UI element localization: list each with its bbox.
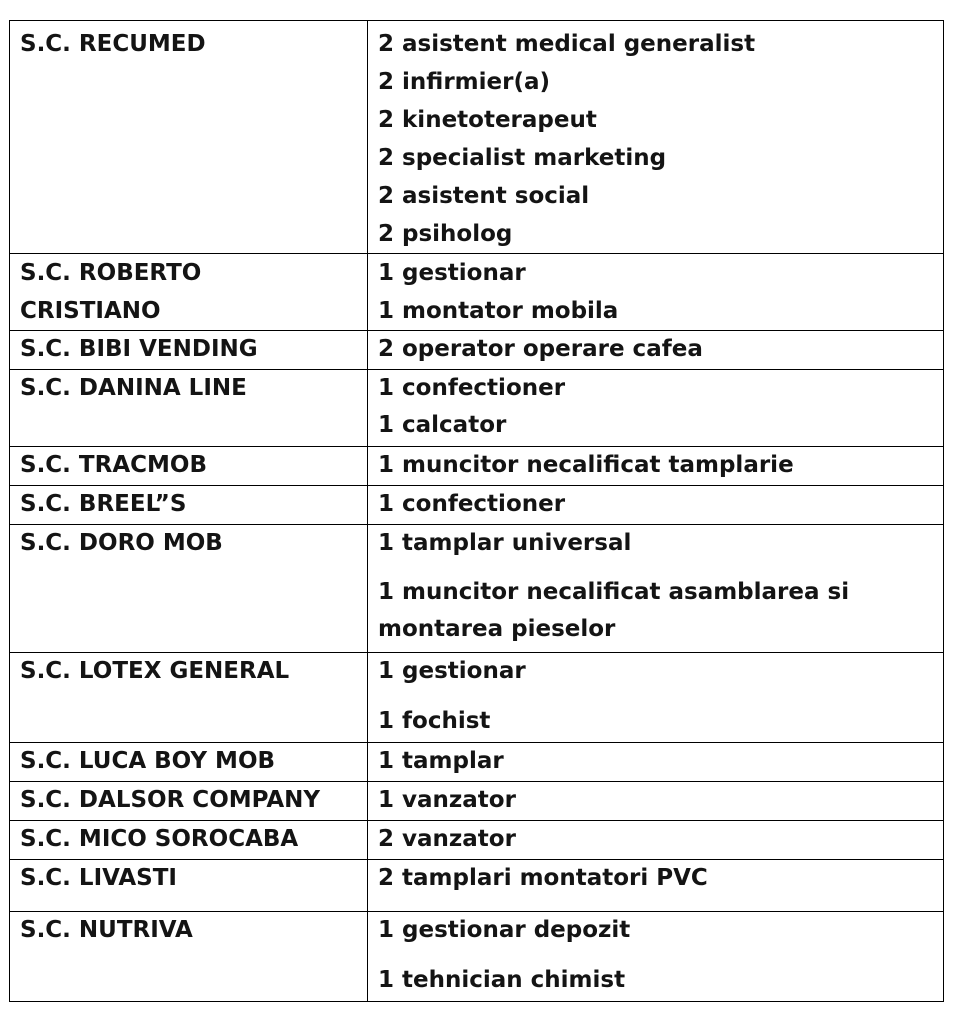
position-item: 1 calcator [378, 412, 507, 438]
company-cell [10, 525, 368, 653]
position-item: 1 muncitor necalificat asamblarea si montarea pieselor [378, 579, 850, 642]
company-name: S.C. LIVASTI [20, 865, 177, 891]
company-name: S.C. DALSOR COMPANY [20, 787, 321, 813]
company-cell [10, 912, 368, 1002]
company-cell [10, 782, 368, 821]
table-row [10, 486, 944, 525]
company-cell [10, 254, 368, 331]
table-row [10, 912, 944, 1002]
company-name: S.C. ROBERTO [20, 260, 202, 286]
positions-cell [368, 743, 944, 782]
positions-cell [368, 486, 944, 525]
position-item: 1 confectioner [378, 491, 566, 517]
table-row [10, 331, 944, 370]
position-item: 2 psiholog [378, 221, 513, 247]
company-name: S.C. DANINA LINE [20, 375, 247, 401]
table-row [10, 370, 944, 447]
positions-cell [368, 912, 944, 1002]
positions-cell [368, 782, 944, 821]
positions-cell [368, 254, 944, 331]
company-name: S.C. RECUMED [20, 31, 206, 57]
table-row [10, 525, 944, 653]
company-cell [10, 447, 368, 486]
company-name: S.C. BIBI VENDING [20, 336, 258, 362]
company-name: S.C. MICO SOROCABA [20, 826, 299, 852]
job-vacancies-table [9, 20, 944, 1002]
table-row [10, 447, 944, 486]
position-item: 1 muncitor necalificat tamplarie [378, 452, 794, 478]
position-item: 2 kinetoterapeut [378, 107, 597, 133]
table-row [10, 254, 944, 331]
positions-cell [368, 860, 944, 912]
position-item: 1 fochist [378, 708, 491, 734]
company-name: S.C. TRACMOB [20, 452, 207, 478]
company-name: CRISTIANO [20, 298, 161, 324]
company-name: S.C. NUTRIVA [20, 917, 193, 943]
position-item: 2 asistent medical generalist [378, 31, 756, 57]
company-cell [10, 486, 368, 525]
position-item: 1 gestionar depozit [378, 917, 631, 943]
position-item: 2 infirmier(a) [378, 69, 550, 95]
position-item: 1 tamplar universal [378, 530, 632, 556]
company-cell [10, 743, 368, 782]
company-cell [10, 860, 368, 912]
table-row [10, 860, 944, 912]
position-item: 1 gestionar [378, 260, 526, 286]
table-row [10, 821, 944, 860]
table-row [10, 21, 944, 254]
position-item: 1 vanzator [378, 787, 516, 813]
table-row [10, 653, 944, 743]
position-item: 1 tehnician chimist [378, 967, 626, 993]
position-item: 1 confectioner [378, 375, 566, 401]
position-item: 1 montator mobila [378, 298, 619, 324]
company-cell [10, 821, 368, 860]
position-item: 2 asistent social [378, 183, 590, 209]
position-item: 2 tamplari montatori PVC [378, 865, 708, 891]
positions-cell [368, 525, 944, 653]
position-item: 2 vanzator [378, 826, 516, 852]
positions-cell [368, 331, 944, 370]
positions-cell [368, 653, 944, 743]
company-cell [10, 331, 368, 370]
table-row [10, 782, 944, 821]
position-item: 2 operator operare cafea [378, 336, 703, 362]
company-name: S.C. DORO MOB [20, 530, 223, 556]
positions-cell [368, 821, 944, 860]
company-cell [10, 653, 368, 743]
position-item: 2 specialist marketing [378, 145, 667, 171]
company-name: S.C. LUCA BOY MOB [20, 748, 276, 774]
positions-cell [368, 21, 944, 254]
position-item: 1 gestionar [378, 658, 526, 684]
position-item: 1 tamplar [378, 748, 504, 774]
positions-cell [368, 370, 944, 447]
company-name: S.C. BREEL”S [20, 491, 187, 517]
company-cell [10, 370, 368, 447]
company-cell [10, 21, 368, 254]
table-row [10, 743, 944, 782]
positions-cell [368, 447, 944, 486]
company-name: S.C. LOTEX GENERAL [20, 658, 290, 684]
